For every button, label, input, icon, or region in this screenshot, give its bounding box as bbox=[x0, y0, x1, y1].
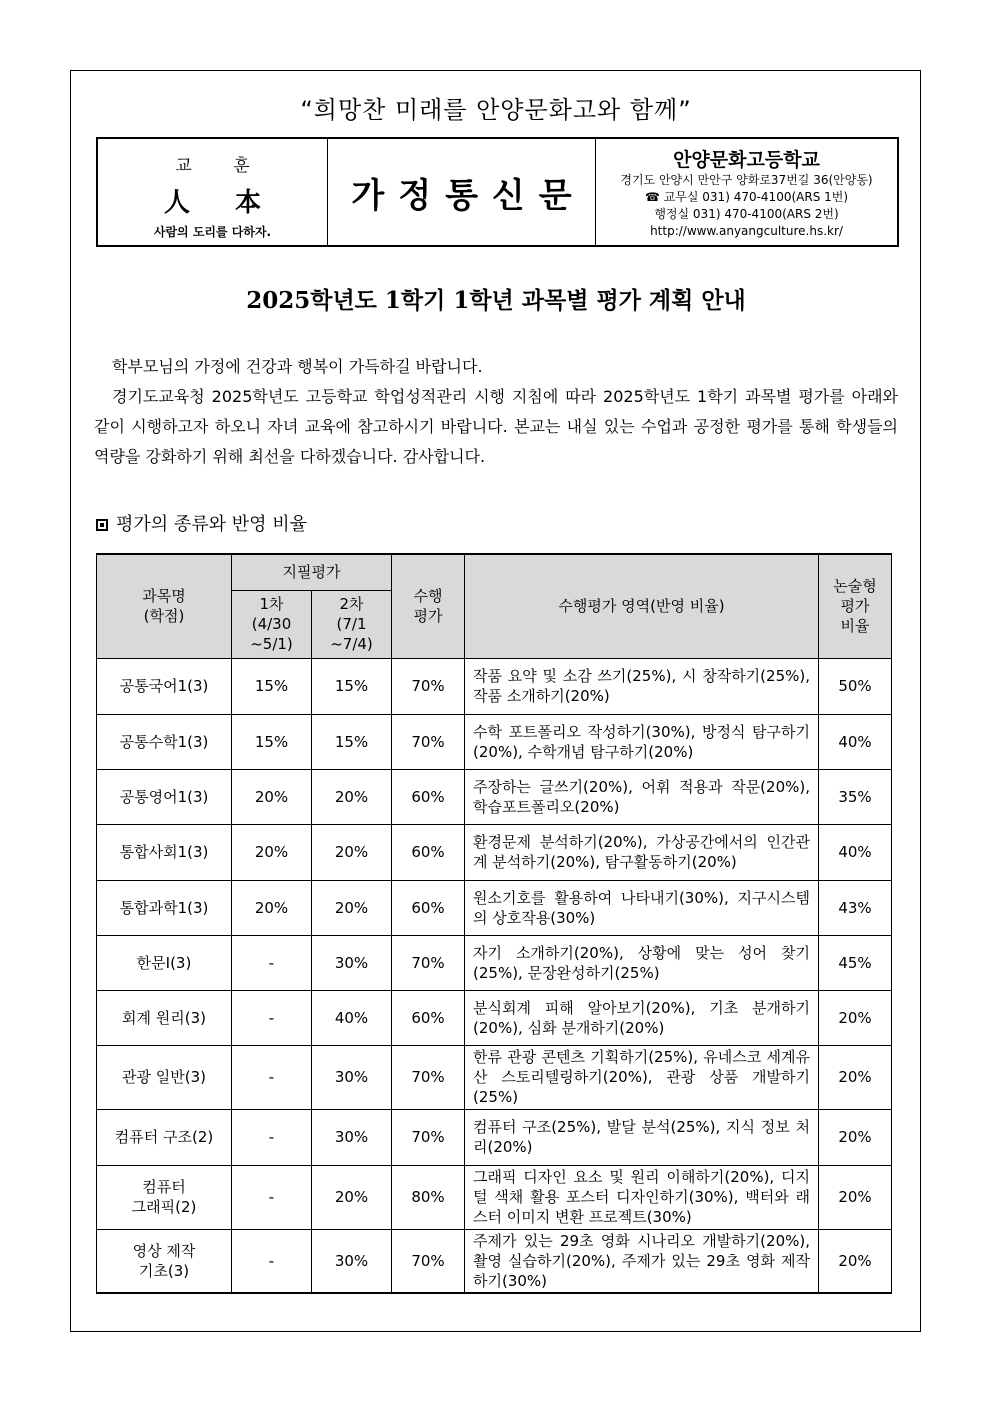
school-website[interactable]: http://www.anyangculture.hs.kr/ bbox=[650, 224, 843, 238]
cell-second: 15% bbox=[312, 658, 392, 714]
cell-area: 원소기호를 활용하여 나타내기(30%), 지구시스템의 상호작용(30%) bbox=[465, 880, 819, 935]
school-info-box bbox=[596, 139, 897, 245]
cell-performance: 70% bbox=[392, 935, 465, 990]
cell-first: - bbox=[232, 1045, 312, 1109]
cell-area: 그래픽 디자인 요소 및 원리 이해하기(20%), 디지털 색채 활용 포스터 디자인하기(30%), 백터와 래스터 이미지 변환 프로젝트(30%) bbox=[465, 1165, 819, 1229]
cell-essay: 40% bbox=[819, 824, 892, 880]
cell-performance: 70% bbox=[392, 1109, 465, 1165]
cell-first: 15% bbox=[232, 714, 312, 769]
intro-paragraph-1: 학부모님의 가정에 건강과 행복이 가득하길 바랍니다. bbox=[112, 357, 483, 376]
cell-essay: 20% bbox=[819, 1165, 892, 1229]
cell-first: 15% bbox=[232, 658, 312, 714]
intro-paragraph-2: 경기도교육청 2025학년도 고등학교 학업성적관리 시행 지침에 따라 2025학년도 1학기 과목별 평가를 아래와 같이 시행하고자 하오니 자녀 교육에 참고하시기 바랍니다. 본교는 내실 있는 수업과 공정한 평가를 통해 학생들의 역량을 강화하기 위해 최선을 다하겠습니다. 감사합니다. bbox=[94, 387, 898, 466]
header-written: 지필평가 bbox=[232, 554, 392, 590]
cell-second: 20% bbox=[312, 880, 392, 935]
table-row bbox=[97, 714, 892, 769]
cell-subject: 공통국어1(3) bbox=[97, 658, 232, 714]
cell-subject: 공통영어1(3) bbox=[97, 769, 232, 824]
motto-sub: 사람의 도리를 다하자. bbox=[153, 225, 272, 239]
header-area: 수행평가 영역(반영 비율) bbox=[465, 554, 819, 658]
cell-performance: 60% bbox=[392, 769, 465, 824]
cell-area: 수학 포트폴리오 작성하기(30%), 방정식 탐구하기(20%), 수학개념 탐구하기(20%) bbox=[465, 714, 819, 769]
cell-performance: 70% bbox=[392, 714, 465, 769]
table-body bbox=[97, 658, 892, 1293]
newsletter-title: 가정통신문 bbox=[328, 139, 596, 245]
header-subject: 과목명 (학점) bbox=[97, 554, 232, 658]
cell-essay: 20% bbox=[819, 1109, 892, 1165]
cell-first: - bbox=[232, 990, 312, 1045]
cell-essay: 20% bbox=[819, 990, 892, 1045]
newsletter-header bbox=[96, 137, 899, 247]
school-name: 안양문화고등학교 bbox=[673, 149, 820, 171]
cell-area: 주제가 있는 29초 영화 시나리오 개발하기(20%), 촬영 실습하기(20%), 주제가 있는 29초 영화 제작하기(30%) bbox=[465, 1229, 819, 1293]
cell-subject: 한문I(3) bbox=[97, 935, 232, 990]
cell-second: 30% bbox=[312, 1109, 392, 1165]
document-title: 2025학년도 1학기 1학년 과목별 평가 계획 안내 bbox=[246, 287, 746, 314]
cell-performance: 70% bbox=[392, 1045, 465, 1109]
cell-performance: 80% bbox=[392, 1165, 465, 1229]
cell-essay: 40% bbox=[819, 714, 892, 769]
cell-essay: 20% bbox=[819, 1229, 892, 1293]
cell-second: 20% bbox=[312, 769, 392, 824]
cell-performance: 60% bbox=[392, 880, 465, 935]
header-first: 1차 (4/30 ~5/1) bbox=[232, 590, 312, 658]
table-row bbox=[97, 658, 892, 714]
cell-subject: 통합과학1(3) bbox=[97, 880, 232, 935]
motto-main: 人 本 bbox=[163, 188, 280, 218]
table-row bbox=[97, 769, 892, 824]
cell-subject: 컴퓨터 구조(2) bbox=[97, 1109, 232, 1165]
table-row bbox=[97, 1109, 892, 1165]
cell-subject: 영상 제작 기초(3) bbox=[97, 1229, 232, 1293]
cell-second: 30% bbox=[312, 935, 392, 990]
cell-subject: 공통수학1(3) bbox=[97, 714, 232, 769]
cell-performance: 60% bbox=[392, 824, 465, 880]
header-performance: 수행 평가 bbox=[392, 554, 465, 658]
cell-performance: 70% bbox=[392, 1229, 465, 1293]
table-row bbox=[97, 824, 892, 880]
cell-subject: 컴퓨터 그래픽(2) bbox=[97, 1165, 232, 1229]
header-essay: 논술형 평가 비율 bbox=[819, 554, 892, 658]
school-address: 경기도 안양시 만안구 양화로37번길 36(안양동) bbox=[620, 173, 873, 187]
cell-second: 30% bbox=[312, 1045, 392, 1109]
cell-area: 환경문제 분석하기(20%), 가상공간에서의 인간관계 분석하기(20%), 탐구활동하기(20%) bbox=[465, 824, 819, 880]
phone-admin: 행정실 031) 470-4100(ARS 2번) bbox=[654, 207, 839, 221]
header-second: 2차 (7/1 ~7/4) bbox=[312, 590, 392, 658]
cell-second: 30% bbox=[312, 1229, 392, 1293]
cell-essay: 35% bbox=[819, 769, 892, 824]
cell-first: - bbox=[232, 935, 312, 990]
table-row bbox=[97, 1045, 892, 1109]
cell-second: 15% bbox=[312, 714, 392, 769]
phone-office: ☎ 교무실 031) 470-4100(ARS 1번) bbox=[644, 190, 849, 204]
cell-area: 한류 관광 콘텐츠 기획하기(25%), 유네스코 세계유산 스토리텔링하기(20%), 관광 상품 개발하기(25%) bbox=[465, 1045, 819, 1109]
school-motto-box bbox=[98, 139, 328, 245]
cell-second: 40% bbox=[312, 990, 392, 1045]
table-row bbox=[97, 1229, 892, 1293]
cell-subject: 관광 일반(3) bbox=[97, 1045, 232, 1109]
school-slogan: “희망찬 미래를 안양문화고와 함께” bbox=[300, 96, 692, 124]
cell-first: - bbox=[232, 1109, 312, 1165]
cell-area: 분식회계 피해 알아보기(20%), 기초 분개하기(20%), 심화 분개하기(20%) bbox=[465, 990, 819, 1045]
cell-first: - bbox=[232, 1229, 312, 1293]
table-row bbox=[97, 990, 892, 1045]
cell-subject: 회계 원리(3) bbox=[97, 990, 232, 1045]
cell-essay: 50% bbox=[819, 658, 892, 714]
intro-text bbox=[94, 352, 898, 472]
table-row bbox=[97, 935, 892, 990]
cell-performance: 60% bbox=[392, 990, 465, 1045]
cell-performance: 70% bbox=[392, 658, 465, 714]
cell-first: 20% bbox=[232, 824, 312, 880]
cell-first: 20% bbox=[232, 769, 312, 824]
cell-subject: 통합사회1(3) bbox=[97, 824, 232, 880]
cell-essay: 43% bbox=[819, 880, 892, 935]
cell-essay: 20% bbox=[819, 1045, 892, 1109]
section-heading bbox=[96, 510, 307, 536]
section-title: 평가의 종류와 반영 비율 bbox=[116, 514, 308, 535]
cell-second: 20% bbox=[312, 1165, 392, 1229]
cell-area: 주장하는 글쓰기(20%), 어휘 적용과 작문(20%), 학습포트폴리오(20%) bbox=[465, 769, 819, 824]
motto-label: 교 훈 bbox=[175, 156, 268, 176]
evaluation-table bbox=[96, 553, 892, 1294]
table-row bbox=[97, 880, 892, 935]
square-bullet-icon bbox=[96, 519, 108, 531]
cell-area: 자기 소개하기(20%), 상황에 맞는 성어 찾기(25%), 문장완성하기(25%) bbox=[465, 935, 819, 990]
table-row bbox=[97, 1165, 892, 1229]
cell-area: 작품 요약 및 소감 쓰기(25%), 시 창작하기(25%), 작품 소개하기(20%) bbox=[465, 658, 819, 714]
cell-first: - bbox=[232, 1165, 312, 1229]
cell-first: 20% bbox=[232, 880, 312, 935]
cell-essay: 45% bbox=[819, 935, 892, 990]
cell-area: 컴퓨터 구조(25%), 발달 분석(25%), 지식 정보 처리(20%) bbox=[465, 1109, 819, 1165]
cell-second: 20% bbox=[312, 824, 392, 880]
